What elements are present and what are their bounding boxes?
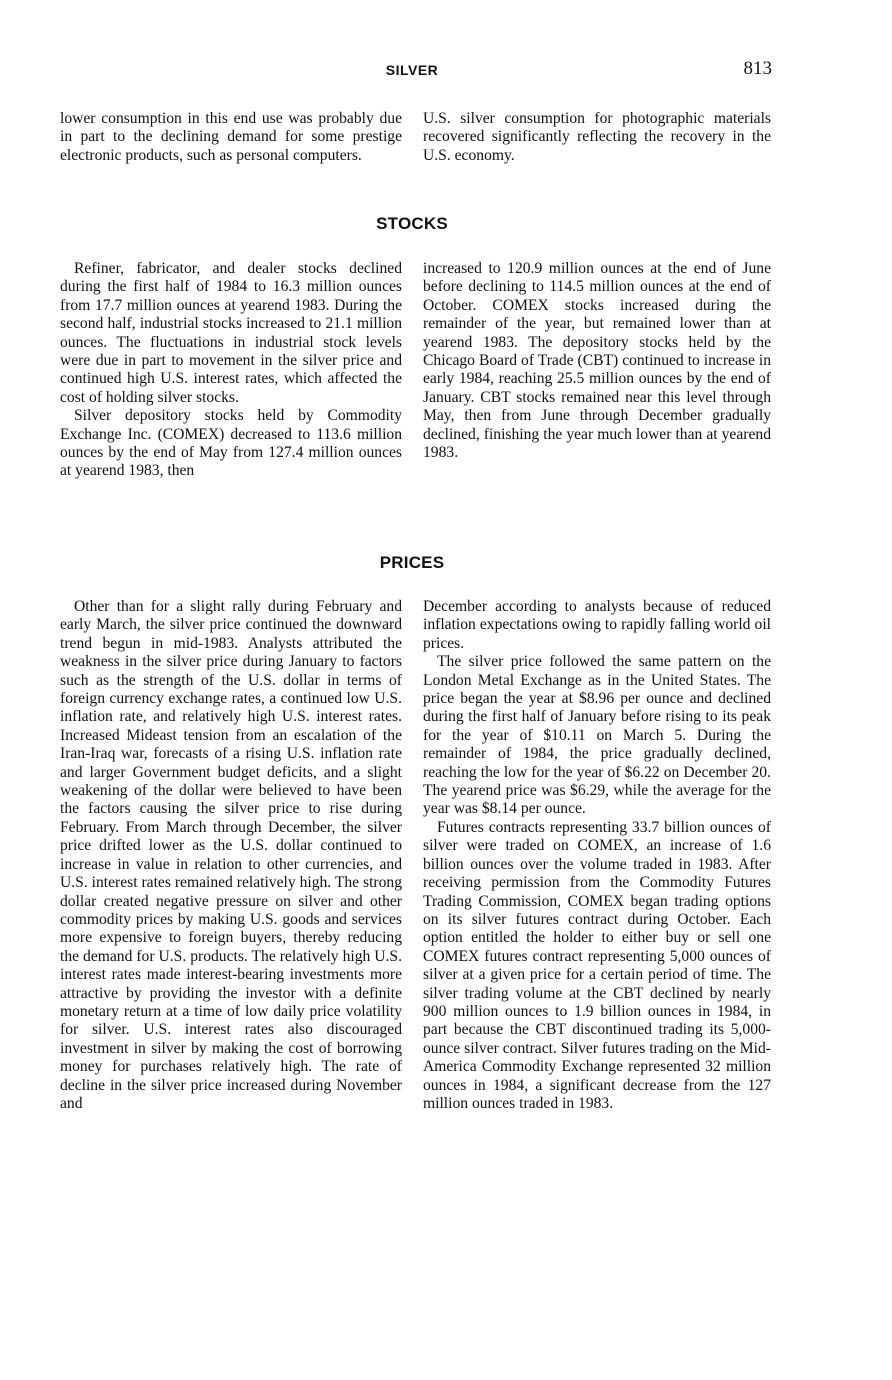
stocks-left-paragraph-2: Silver depository stocks held by Commodity Exchange Inc. (COMEX) decreased to 113.6 million ounces by the end of May from 127.4 million ounces at yearend 1983, then — [60, 407, 402, 480]
running-title: SILVER — [385, 62, 439, 78]
stocks-heading: STOCKS — [376, 214, 448, 233]
intro-right-column — [423, 110, 771, 165]
prices-right-paragraph-2: The silver price followed the same pattern on the London Metal Exchange as in the United States. The price began the year at $8.96 per ounce and declined during the first half of January before rising to its peak for the year of $10.11 on March 5. During the remainder of 1984, the price gradually declined, reaching the low for the year of $6.22 on December 20. The yearend price was $6.29, while the average for the year was $8.14 per ounce. — [423, 653, 771, 818]
stocks-left-column — [60, 260, 402, 481]
stocks-right-column — [423, 260, 771, 462]
prices-left-paragraph-1: Other than for a slight rally during February and early March, the silver price continued the downward trend begun in mid-1983. Analysts attributed the weakness in the silver price during January to factors such as the strength of the U.S. dollar in terms of foreign currency exchange rates, a continued low U.S. inflation rate, and relatively high U.S. interest rates. Increased Mideast tension from an escalation of the Iran-Iraq war, forecasts of a rising U.S. inflation rate and larger Government budget deficits, and a slight weakening of the dollar were believed to have been the factors causing the silver price to rise during February. From March through December, the silver price drifted lower as the U.S. dollar continued to increase in value in relation to other currencies, and U.S. interest rates remained relatively high. The strong dollar created negative pressure on silver and other commodity prices by making U.S. goods and services more expensive to foreign buyers, thereby reducing the demand for U.S. products. The relatively high U.S. interest rates made interest-bearing investments more attractive by providing the investor with a definite monetary return at a time of low daily price volatility for silver. U.S. interest rates also discouraged investment in silver by making the cost of borrowing money for purchases relatively high. The rate of decline in the silver price increased during November and — [60, 598, 402, 1112]
prices-right-paragraph-3: Futures contracts representing 33.7 billion ounces of silver were traded on COMEX, an increase of 1.6 billion ounces over the volume traded in 1983. After receiving permission from the Commodity Futures Trading Commission, COMEX began trading options on its silver futures contract during October. Each option entitled the holder to either buy or sell one COMEX futures contract representing 5,000 ounces of silver at a given price for a certain period of time. The silver trading volume at the CBT declined by nearly 900 million ounces to 1.9 billion ounces in 1984, in part because the CBT discontinued trading its 5,000-ounce silver contract. Silver futures trading on the Mid-America Commodity Exchange represented 32 million ounces in 1984, a significant decrease from the 127 million ounces traded in 1983. — [423, 818, 771, 1112]
prices-heading: PRICES — [379, 553, 445, 572]
intro-right-paragraph-1: U.S. silver consumption for photographic materials recovered significantly reflecting the recovery in the U.S. economy. — [423, 110, 771, 164]
intro-left-paragraph-1: lower consumption in this end use was probably due in part to the declining demand for some prestige electronic products, such as personal computers. — [60, 110, 402, 164]
prices-right-column — [423, 598, 771, 1113]
stocks-right-paragraph-1: increased to 120.9 million ounces at the end of June before declining to 114.5 million ounces at the end of October. COMEX stocks increased during the remainder of the year, but remained lower than at yearend 1983. The depository stocks held by the Chicago Board of Trade (CBT) continued to increase in early 1984, reaching 25.5 million ounces by the end of January. CBT stocks remained near this level through May, then from June through December gradually declined, finishing the year much lower than at yearend 1983. — [423, 260, 771, 462]
page-number: 813 — [743, 58, 772, 79]
prices-left-column — [60, 598, 402, 1113]
prices-right-paragraph-1: December according to analysts because of reduced inflation expectations owing to rapidly falling world oil prices. — [423, 598, 771, 652]
intro-left-column — [60, 110, 402, 165]
stocks-left-paragraph-1: Refiner, fabricator, and dealer stocks declined during the first half of 1984 to 16.3 million ounces from 17.7 million ounces at yearend 1983. During the second half, industrial stocks increased to 21.1 million ounces. The fluctuations in industrial stock levels were due in part to movement in the silver price and continued high U.S. interest rates, which affected the cost of holding silver stocks. — [60, 260, 402, 406]
